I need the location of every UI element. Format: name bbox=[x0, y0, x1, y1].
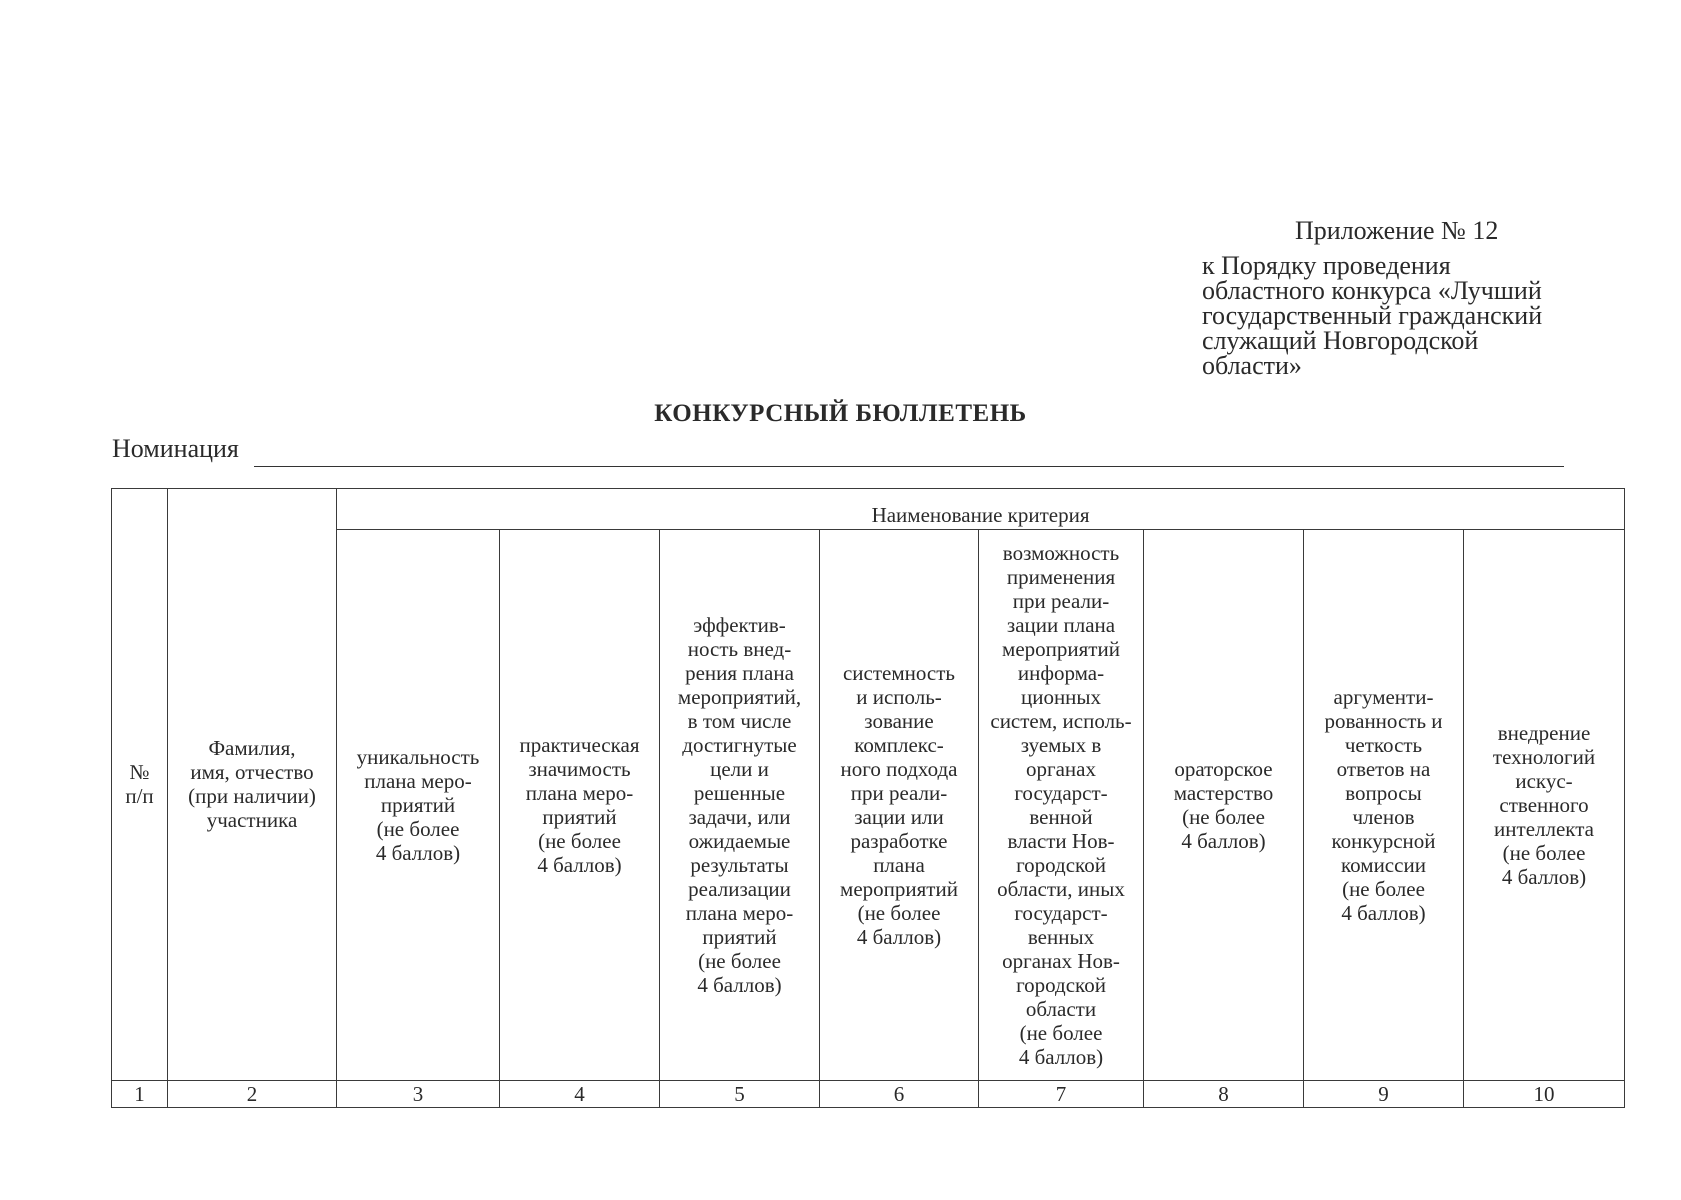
criterion-systematic-approach bbox=[820, 530, 979, 1081]
column-number: 1 bbox=[112, 1080, 168, 1107]
col-name-header-text: Фамилия, имя, отчество (при наличии) участника bbox=[188, 736, 316, 833]
column-number: 5 bbox=[660, 1080, 820, 1107]
criterion-text: системность и исполь- зование комплекс- ного подхода при реали- зации или разработке плана мероприятий (не более 4 баллов) bbox=[840, 661, 958, 950]
header-row-criteria bbox=[112, 530, 1625, 1081]
col-number-header bbox=[112, 489, 168, 1081]
nomination-row bbox=[112, 432, 1564, 472]
column-number: 8 bbox=[1144, 1080, 1304, 1107]
criterion-text: возможность применения при реали- зации плана мероприятий информа- ционных систем, исполь- зуемых в органах государст- венной власти Нов- городской области, иных государст- венных органах Нов- городской области (не более 4 баллов) bbox=[990, 541, 1132, 1070]
criterion-text: уникальность плана меро- приятий (не более 4 баллов) bbox=[356, 745, 480, 866]
document-title: КОНКУРСНЫЙ БЮЛЛЕТЕНЬ bbox=[654, 400, 1027, 427]
criterion-ai-technologies bbox=[1464, 530, 1625, 1081]
column-numbers-row bbox=[112, 1080, 1625, 1107]
criterion-information-systems bbox=[979, 530, 1144, 1081]
criterion-text: аргументи- рованность и четкость ответов на вопросы членов конкурсной комиссии (не более 4 баллов) bbox=[1324, 685, 1443, 926]
criterion-text: ораторское мастерство (не более 4 баллов) bbox=[1173, 757, 1274, 854]
criterion-practical-significance bbox=[500, 530, 660, 1081]
header-row-group bbox=[112, 489, 1625, 530]
criteria-group-header: Наименование критерия bbox=[337, 489, 1625, 530]
appendix-title: Приложение № 12 bbox=[1295, 216, 1499, 245]
criterion-efficiency bbox=[660, 530, 820, 1081]
nomination-label: Номинация bbox=[112, 434, 239, 463]
criterion-text: внедрение технологий искус- ственного интеллекта (не более 4 баллов) bbox=[1492, 721, 1596, 890]
appendix-reference: к Порядку проведения областного конкурса «Лучший государственный гражданский служащий Новгородской области» bbox=[1202, 251, 1543, 380]
criterion-oratory bbox=[1144, 530, 1304, 1081]
criterion-uniqueness bbox=[337, 530, 500, 1081]
col-name-header bbox=[168, 489, 337, 1081]
criterion-text: эффектив- ность внед- рения плана мероприятий, в том числе достигнутые цели и решенные задачи, или ожидаемые результаты реализации плана меро- приятий (не более 4 баллов) bbox=[677, 613, 802, 998]
column-number: 4 bbox=[500, 1080, 660, 1107]
bulletin-table bbox=[111, 488, 1625, 1108]
criterion-text: практическая значимость плана меро- приятий (не более 4 баллов) bbox=[519, 733, 640, 878]
column-number: 7 bbox=[979, 1080, 1144, 1107]
criterion-argumentation bbox=[1304, 530, 1464, 1081]
column-number: 2 bbox=[168, 1080, 337, 1107]
nomination-fill-line bbox=[254, 466, 1564, 467]
column-number: 3 bbox=[337, 1080, 500, 1107]
column-number: 10 bbox=[1464, 1080, 1625, 1107]
col-number-header-text: № п/п bbox=[125, 760, 154, 809]
column-number: 6 bbox=[820, 1080, 979, 1107]
column-number: 9 bbox=[1304, 1080, 1464, 1107]
